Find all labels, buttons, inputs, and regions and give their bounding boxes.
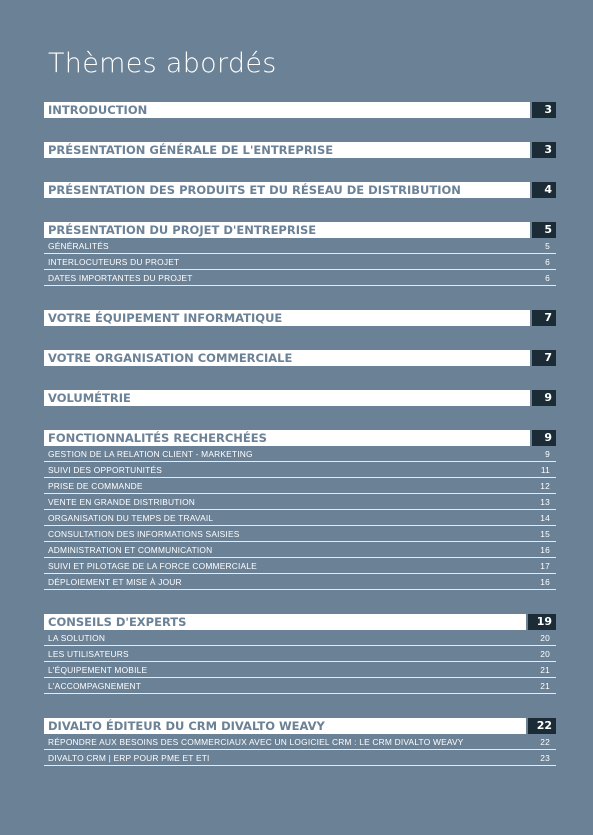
toc-subitem[interactable]	[44, 678, 556, 694]
toc-subitem-page-number: 9	[545, 449, 550, 459]
toc-subitem[interactable]	[44, 646, 556, 662]
toc-subitem[interactable]	[44, 254, 556, 270]
toc-section-title: INTRODUCTION	[44, 102, 530, 118]
toc-subitem-label: GESTION DE LA RELATION CLIENT - MARKETING	[48, 449, 253, 459]
toc-subitem-page-number: 23	[540, 753, 550, 763]
toc-subitem-label: L'ACCOMPAGNEMENT	[48, 681, 142, 691]
toc-section-page-number: 9	[532, 390, 556, 406]
toc-section	[44, 390, 556, 406]
toc-subitem[interactable]	[44, 526, 556, 542]
toc-section-title: VOTRE ÉQUIPEMENT INFORMATIQUE	[44, 310, 530, 326]
toc-subitem-page-number: 6	[545, 273, 550, 283]
toc-section-page-number: 9	[532, 430, 556, 446]
toc-section-page-number: 7	[532, 350, 556, 366]
toc-subitem[interactable]	[44, 510, 556, 526]
toc-subitem-list	[44, 630, 556, 694]
toc-subitem[interactable]	[44, 574, 556, 590]
toc-subitem[interactable]	[44, 462, 556, 478]
toc-section-page-number: 19	[528, 614, 556, 630]
toc-subitem[interactable]	[44, 238, 556, 254]
toc-subitem-label: GÉNÉRALITÉS	[48, 241, 109, 251]
toc-subitem-page-number: 12	[540, 481, 550, 491]
toc-section-title: FONCTIONNALITÉS RECHERCHÉES	[44, 430, 530, 446]
toc-subitem-label: ORGANISATION DU TEMPS DE TRAVAIL	[48, 513, 214, 523]
toc-subitem-label: SUIVI DES OPPORTUNITÉS	[48, 465, 163, 475]
table-of-contents	[44, 102, 556, 790]
toc-section	[44, 102, 556, 118]
toc-subitem-page-number: 22	[540, 737, 550, 747]
toc-section	[44, 430, 556, 590]
toc-section-heading[interactable]	[44, 718, 556, 734]
toc-subitem[interactable]	[44, 662, 556, 678]
toc-subitem[interactable]	[44, 558, 556, 574]
toc-subitem[interactable]	[44, 494, 556, 510]
toc-section	[44, 350, 556, 366]
toc-section-heading[interactable]	[44, 390, 556, 406]
toc-subitem-label: LES UTILISATEURS	[48, 649, 129, 659]
toc-subitem-page-number: 16	[540, 545, 550, 555]
toc-subitem-page-number: 17	[540, 561, 550, 571]
toc-subitem-page-number: 5	[545, 241, 550, 251]
toc-subitem-page-number: 13	[540, 497, 550, 507]
toc-subitem[interactable]	[44, 446, 556, 462]
toc-section	[44, 182, 556, 198]
toc-subitem-label: PRISE DE COMMANDE	[48, 481, 143, 491]
toc-subitem-label: DATES IMPORTANTES DU PROJET	[48, 273, 193, 283]
toc-section	[44, 718, 556, 766]
toc-subitem-label: ADMINISTRATION ET COMMUNICATION	[48, 545, 213, 555]
toc-subitem-label: LA SOLUTION	[48, 633, 106, 643]
toc-section-heading[interactable]	[44, 102, 556, 118]
toc-subitem-page-number: 16	[540, 577, 550, 587]
toc-section-title: CONSEILS D'EXPERTS	[44, 614, 526, 630]
toc-section-heading[interactable]	[44, 222, 556, 238]
toc-subitem[interactable]	[44, 734, 556, 750]
toc-subitem-page-number: 11	[540, 465, 550, 475]
toc-subitem[interactable]	[44, 630, 556, 646]
toc-subitem-list	[44, 446, 556, 590]
toc-subitem-label: CONSULTATION DES INFORMATIONS SAISIES	[48, 529, 240, 539]
toc-subitem-page-number: 21	[540, 665, 550, 675]
page-title: Thèmes abordés	[48, 48, 277, 79]
toc-section	[44, 222, 556, 286]
toc-section-heading[interactable]	[44, 142, 556, 158]
toc-subitem[interactable]	[44, 270, 556, 286]
toc-subitem-label: INTERLOCUTEURS DU PROJET	[48, 257, 180, 267]
toc-subitem-label: RÉPONDRE AUX BESOINS DES COMMERCIAUX AVEC UN LOGICIEL CRM : LE CRM DIVALTO WEAVY	[48, 737, 464, 747]
toc-section	[44, 310, 556, 326]
toc-subitem-page-number: 15	[540, 529, 550, 539]
toc-section-title: PRÉSENTATION DES PRODUITS ET DU RÉSEAU DE DISTRIBUTION	[44, 182, 530, 198]
toc-section-title: PRÉSENTATION DU PROJET D'ENTREPRISE	[44, 222, 530, 238]
toc-subitem[interactable]	[44, 542, 556, 558]
toc-subitem-label: VENTE EN GRANDE DISTRIBUTION	[48, 497, 196, 507]
toc-subitem-page-number: 20	[540, 633, 550, 643]
toc-subitem-label: L'ÉQUIPEMENT MOBILE	[48, 665, 148, 675]
toc-section-heading[interactable]	[44, 350, 556, 366]
toc-section-heading[interactable]	[44, 310, 556, 326]
toc-section-heading[interactable]	[44, 430, 556, 446]
toc-subitem-label: SUIVI ET PILOTAGE DE LA FORCE COMMERCIALE	[48, 561, 257, 571]
toc-section-heading[interactable]	[44, 614, 556, 630]
toc-section-page-number: 7	[532, 310, 556, 326]
toc-subitem-label: DIVALTO CRM | ERP POUR PME ET ETI	[48, 753, 210, 763]
toc-subitem-label: DÉPLOIEMENT ET MISE À JOUR	[48, 577, 182, 587]
toc-section	[44, 142, 556, 158]
toc-subitem-page-number: 20	[540, 649, 550, 659]
toc-section-title: DIVALTO ÉDITEUR DU CRM DIVALTO WEAVY	[44, 718, 526, 734]
toc-section-page-number: 5	[532, 222, 556, 238]
toc-section-title: PRÉSENTATION GÉNÉRALE DE L'ENTREPRISE	[44, 142, 530, 158]
toc-subitem-list	[44, 238, 556, 286]
toc-subitem-list	[44, 734, 556, 766]
toc-section-heading[interactable]	[44, 182, 556, 198]
toc-section-page-number: 3	[532, 102, 556, 118]
toc-section-page-number: 4	[532, 182, 556, 198]
toc-subitem-page-number: 14	[540, 513, 550, 523]
toc-subitem-page-number: 21	[540, 681, 550, 691]
toc-subitem[interactable]	[44, 478, 556, 494]
toc-subitem[interactable]	[44, 750, 556, 766]
toc-section-title: VOLUMÉTRIE	[44, 390, 530, 406]
toc-section	[44, 614, 556, 694]
toc-section-page-number: 22	[528, 718, 556, 734]
toc-section-page-number: 3	[532, 142, 556, 158]
toc-subitem-page-number: 6	[545, 257, 550, 267]
toc-section-title: VOTRE ORGANISATION COMMERCIALE	[44, 350, 530, 366]
